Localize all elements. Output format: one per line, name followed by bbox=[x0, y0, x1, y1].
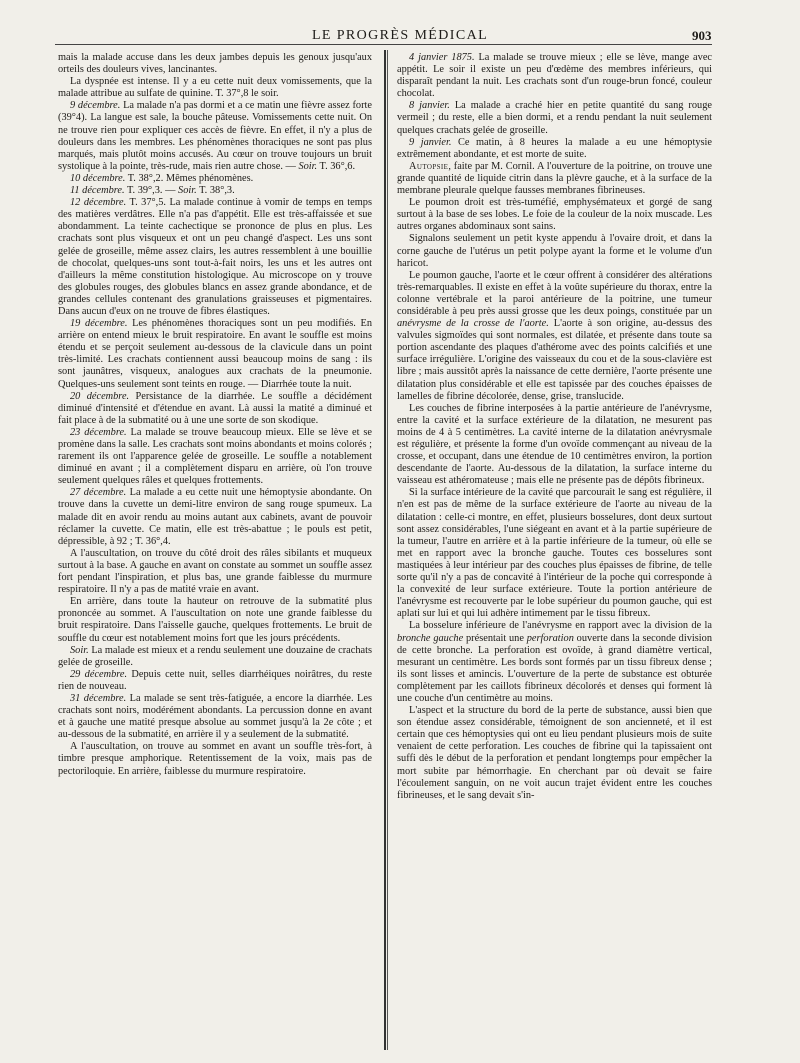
italic-term: bronche gauche bbox=[397, 632, 464, 644]
entry-date: 9 janvier. bbox=[409, 136, 452, 148]
column-divider bbox=[384, 50, 386, 1050]
paragraph: 27 décembre. La malade a eu cette nuit une hémoptysie abondante. On trouve dans la cuvette un demi-litre environ de sang rouge spumeux. La malade dit en avoir rendu au moins autant aux cabinets, avant de pouvoir réclamer la cuvette. Ce matin, elle est très-abattue ; le pouls est petit, dépressible, à 92 ; T. 36°,4. bbox=[58, 487, 372, 547]
paragraph: 9 janvier. Ce matin, à 8 heures la malade a eu une hémoptysie extrêmement abondante, et est morte de suite. bbox=[397, 136, 712, 160]
paragraph: 23 décembre. La malade se trouve beaucoup mieux. Elle se lève et se promène dans la salle. Les crachats sont moins abondants et moins colorés ; rarement ils ont l'apparence gelée de groseille. Le souffle a notablement diminué en avant ; il a complètement disparu en arrière, où l'on trouve seulement quelques râles et quelques frottements. bbox=[58, 426, 372, 487]
paragraph: 4 janvier 1875. La malade se trouve mieux ; elle se lève, mange avec appétit. Le soir il existe un peu d'œdème des membres inférieurs, qui disparaît pendant la nuit. Les crachats sont d'un rouge-brun foncé, couleur chocolat. bbox=[397, 52, 713, 100]
entry-date: 20 décembre. bbox=[70, 390, 130, 402]
page-header-title: LE PROGRÈS MÉDICAL bbox=[311, 28, 489, 43]
paragraph: 10 décembre. T. 38°,2. Mêmes phénomènes. bbox=[70, 172, 254, 184]
page-number: 903 bbox=[692, 28, 712, 43]
paragraph: 29 décembre. Depuis cette nuit, selles diarrhéiques noirâtres, du reste rien de nouveau. bbox=[58, 668, 373, 692]
paragraph: Autopsie, faite par M. Cornil. A l'ouverture de la poitrine, on trouve une grande quantité de liquide citrin dans la plèvre gauche, et à la surface de la membrane pleurale quelque fausses membranes fibrineuses. bbox=[397, 160, 712, 197]
paragraph: Les couches de fibrine interposées à la partie antérieure de l'anévrysme, entre la cavité et la surface extérieure de la dilatation, ne mesurent pas moins de 4 à 5 centimètres. La cavité interne de la dilatation anévrysmale est régulière, et présente la forme d'un ovoïde commençant au niveau de la crosse, et occupant, dans une étendue de 10 centimètres environ, la portion descendante de l'aorte. Au-dessous de la dilatation, la surface interne du vaisseau est athéromateuse ; mais elle ne présente pas de dépôts fibrineux. bbox=[397, 402, 712, 487]
left-column bbox=[58, 52, 372, 778]
entry-date: 23 décembre. bbox=[70, 426, 127, 438]
paragraph: La dyspnée est intense. Il y a eu cette nuit deux vomissements, que la malade attribue au sulfate de quinine. T. 37°,8 le soir. bbox=[58, 76, 372, 100]
paragraph: 12 décembre. T. 37°,5. La malade continue à vomir de temps en temps des matières verdâtres. Elle n'a pas d'appétit. Elle est très-affaissée et sue abondamment. La teinte cachectique se prononce de plus en plus. Les crachats sont plus visqueux et ont un peu changé d'aspect. Les uns sont gelée de groseille, même assez clairs, les autres ressemblent à une bouillie de chocolat, quelques-uns sont tout-à-fait noirs, les uns et les autres ont d'ailleurs la même constitution histologique. Au microscope on y trouve des globules rouges, des globules blancs en assez grande abondance, et de grandes cellules contenant des granulations graisseuses et pigmentaires. Dans aucun d'eux on ne trouve de fibres élastiques. bbox=[58, 197, 372, 317]
paragraph: Si la surface intérieure de la cavité que parcourait le sang est régulière, il n'en est pas de même de la surface extérieure de l'aorte au niveau de la dilatation : celle-ci montre, en effet, plusieurs bosselures, dont deux surtout sont assez considérables, l'une siégeant en avant et à la partie supérieure de la tumeur, l'autre en arrière et à la partie inférieure de la tumeur, où elle se met en rapport avec la bronche gauche. Toutes ces bosselures sont mastiquées à leur intérieur par des couches plus épaisses de fibrine, de telle sorte qu'il n'y a pas de concavité à l'intérieur de la poche qui corresponde à la convexité de leur surface extérieure. Toute la portion antérieure de l'anévrysme est recouverte par le lobe supérieur du poumon gauche, qui est aplati sur lui et qui lui adhère intimement par le tissu fibreux. bbox=[397, 487, 712, 620]
entry-date: 9 décembre. bbox=[70, 100, 121, 112]
entry-date: 19 décembre. bbox=[70, 318, 128, 330]
paragraph: mais la malade accuse dans les deux jambes depuis les genoux jusqu'aux orteils des douleurs vives, lancinantes. bbox=[58, 52, 372, 76]
paragraph: 8 janvier. La malade a craché hier en petite quantité du sang rouge vermeil ; du reste, elle a bien dormi, et a rendu pendant la nuit seulement quelques crachats gelée de groseille. bbox=[397, 100, 712, 136]
entry-date: 4 janvier 1875. bbox=[409, 52, 475, 63]
soir-label: Soir. bbox=[298, 160, 318, 172]
entry-date: 10 décembre. bbox=[70, 172, 126, 184]
autopsie-label: Autopsie bbox=[409, 160, 449, 172]
paragraph: Soir. La malade est mieux et a rendu seulement une douzaine de crachats gelée de groseille. bbox=[58, 644, 372, 668]
paragraph: La bosselure inférieure de l'anévrysme en rapport avec la division de la bronche gauche présentait une perforation ouverte dans la seconde division de cette bronche. La perforation est ovoïde, à grand diamètre vertical, mesurant un centimètre. Les bords sont formés par un tissu fibreux dense ; ils sont lisses et amincis. L'ouverture de la perte de substance est obturée complètement par les caillots fibrineux décolorés et denses qui forment là une couche d'un centimètre au moins. bbox=[397, 620, 712, 704]
column-divider-thin bbox=[387, 50, 388, 1050]
soir-label: Soir. bbox=[70, 644, 89, 656]
entry-date: 31 décembre. bbox=[70, 692, 127, 704]
entry-date: 11 décembre. bbox=[70, 185, 125, 197]
paragraph: 11 décembre. T. 39°,3. — Soir. T. 38°,3. bbox=[70, 185, 235, 197]
italic-term: anévrysme de la crosse de l'aorte. bbox=[397, 318, 549, 330]
paragraph: 19 décembre. Les phénomènes thoraciques sont un peu modifiés. En arrière on entend mieux le bruit respiratoire. En avant le souffle est moins étendu et se perçoit seulement au-dessous de la clavicule dans un point très-limité. Les crachats contiennent aussi beaucoup moins de sang : ils sont jaunâtres, visqueux, analogues aux crachats de la pneumonie. Quelques-uns seulement sont teints en rouge. — Diarrhée toute la nuit. bbox=[58, 318, 372, 390]
paragraph: Le poumon gauche, l'aorte et le cœur offrent à considérer des altérations très-remarquables. Il existe en effet à la voûte supérieure du thorax, entre la colonne vertébrale et la paroi antérieure de la poitrine, une tumeur considérable à peu près aussi grosse que les deux poings, constituée par un anévrysme de la crosse de l'aorte. L'aorte à son origine, au-dessus des valvules sigmoïdes qui sont normales, est dilatée, et présente dans toute sa portion ascendante des plaques d'athérome avec des points calcifiés et une surface irrégulière. L'origine des vaisseaux du cou et de la sous-clavière est libre ; mais aussitôt après la naissance de cette dernière, l'aorte présente une dilatation plus considérable et elle est tapissée par des couches épaisses de lamelles de fibrine décolorée, dense, grise, translucide. bbox=[397, 269, 712, 402]
entry-date: 27 décembre. bbox=[70, 487, 127, 499]
entry-date: 12 décembre. bbox=[70, 197, 127, 209]
paragraph: En arrière, dans toute la hauteur on retrouve de la submatité plus prononcée au sommet. A l'auscultation on note une grande faiblesse du bruit respiratoire. Dans l'aisselle gauche, quelques frottements. Le bruit de souffle du cœur est notablement moins fort que les jours précédents. bbox=[58, 596, 372, 644]
paragraph: Le poumon droit est très-tuméfié, emphysémateux et gorgé de sang surtout à la base de ses lobes. Le foie de la couleur de la noix muscade. Les autres organes abdominaux sont sains. bbox=[397, 197, 712, 233]
right-column bbox=[397, 52, 712, 802]
paragraph: 31 décembre. La malade se sent très-fatiguée, a encore la diarrhée. Les crachats sont noirs, modérément abondants. La percussion donne en avant et à gauche une matité presque absolue au sommet jusqu'à la 2e côte ; et au-dessous de la submatité, en arrière il y a seulement de la submatité. bbox=[58, 692, 372, 741]
paragraph: A l'auscultation, on trouve au sommet en avant un souffle très-fort, à timbre presque amphorique. Retentissement de la voix, mais pas de pectoriloquie. En arrière, faiblesse du murmure respiratoire. bbox=[58, 741, 372, 777]
entry-date: 8 janvier. bbox=[409, 100, 450, 112]
paragraph: 9 décembre. La malade n'a pas dormi et a ce matin une fièvre assez forte (39°4). La langue est sale, la bouche pâteuse. Vomissements cette nuit. On ne trouve rien pour expliquer ces accès de fièvre. En effet, il n'y a plus de douleurs dans les membres. Les phénomènes thoraciques ne sont pas plus marqués, mais plutôt moins accusés. Au cœur on trouve toujours un bruit systolique à la pointe, très-rude, mais rien autre chose. — Soir. T. 36°,6. bbox=[58, 100, 372, 172]
paragraph: L'aspect et la structure du bord de la perte de substance, aussi bien que son étendue assez considérable, témoignent de son ancienneté, et il est certain que ces hémoptysies qui ont eu lieu pendant plusieurs mois de suite venaient de cette perforation. Les couches de fibrine qui la tapissaient ont suffi dès le début de la perforation et pendant longtemps pour empêcher la mort subite par hémorrhagie. En cherchant par où devait se faire l'écoulement sanguin, on ne voit aucun trajet évident entre les couches fibrineuses, et le sang devait s'in- bbox=[397, 705, 712, 801]
paragraph: 20 décembre. Persistance de la diarrhée. Le souffle a décidément diminué d'intensité et d'étendue en avant. Là aussi la matité a diminué et fait place à de la submatité ou à une une sorte de son skodique. bbox=[58, 390, 372, 426]
paragraph: A l'auscultation, on trouve du côté droit des râles sibilants et muqueux surtout à la base. A gauche en avant on constate au sommet un souffle assez fort pendant l'inspiration, et plus bas, une grande faiblesse du murmure respiratoire. Il n'y a pas de matité vraie en avant. bbox=[58, 547, 372, 596]
paragraph: Signalons seulement un petit kyste appendu à l'ovaire droit, et dans la corne gauche de l'utérus un petit polype ayant la forme et le volume d'un haricot. bbox=[397, 233, 712, 269]
entry-date: 29 décembre. bbox=[70, 668, 128, 680]
soir-label: Soir. bbox=[178, 185, 197, 197]
header-rule bbox=[55, 44, 712, 45]
italic-term: perforation bbox=[526, 632, 574, 644]
